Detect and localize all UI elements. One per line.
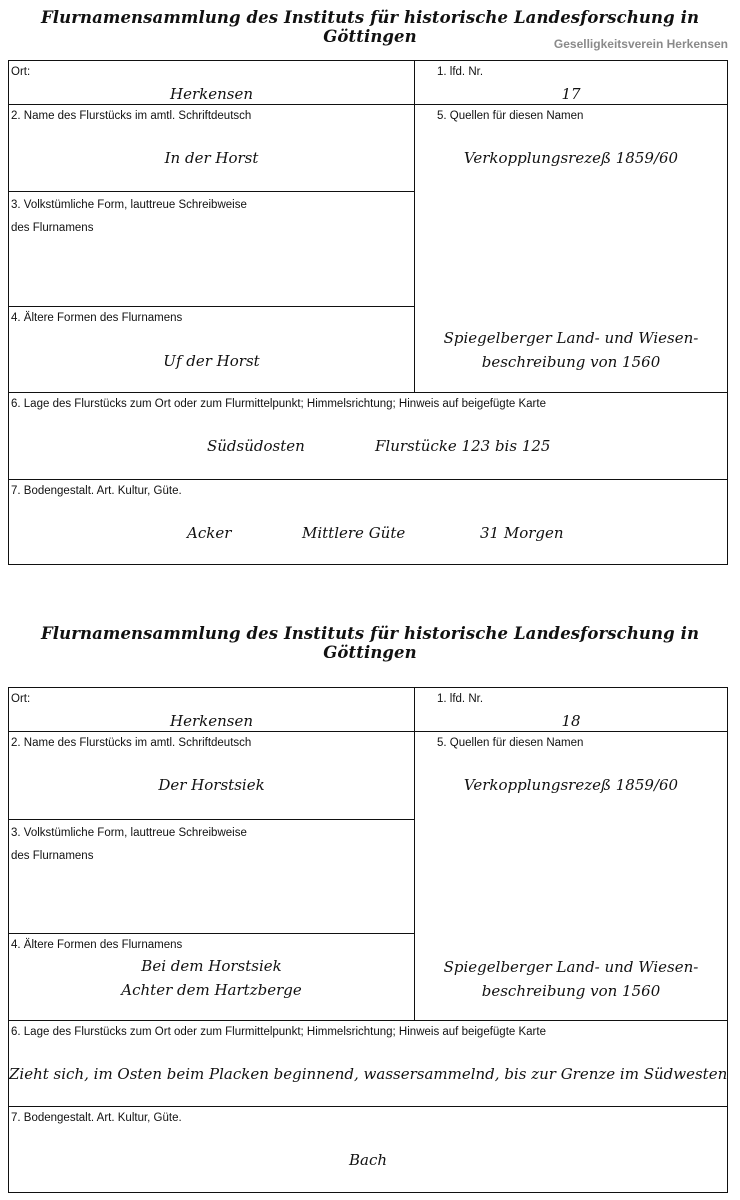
volks-label-line1: 3. Volkstümliche Form, lauttreue Schreibweise (11, 827, 247, 839)
lage-description: Zieht sich, im Osten beim Placken beginnend, wassersammelnd, bis zur Grenze im Südwesten (9, 1065, 728, 1083)
lage-parcels: Flurstücke 123 bis 125 (375, 437, 551, 455)
ort-cell (9, 688, 415, 732)
quellen-value-2: Spiegelberger Land- und Wiesen- (443, 958, 699, 976)
lfd-nr-value: 18 (561, 712, 581, 730)
quellen-value-2: Spiegelberger Land- und Wiesen- (443, 329, 699, 347)
lage-label: 6. Lage des Flurstücks zum Ort oder zum Flurmittelpunkt; Himmelsrichtung; Hinweis auf beigefügte Karte (11, 398, 546, 410)
quellen-value-1: Verkopplungsrezeß 1859/60 (463, 776, 679, 794)
field-name-card (8, 60, 728, 565)
volks-label-line1: 3. Volkstümliche Form, lauttreue Schreibweise (11, 199, 247, 211)
name-amtl-label: 2. Name des Flurstücks im amtl. Schriftdeutsch (11, 737, 252, 749)
lage-label: 6. Lage des Flurstücks zum Ort oder zum Flurmittelpunkt; Himmelsrichtung; Hinweis auf beigefügte Karte (11, 1026, 546, 1038)
lfd-nr-label: 1. lfd. Nr. (437, 66, 484, 78)
lage-cell (9, 1021, 727, 1107)
boden-groesse: 31 Morgen (480, 524, 564, 542)
aeltere-cell (9, 307, 415, 393)
form-title-2: Flurnamensammlung des Instituts für historische Landesforschung in Göttingen (40, 624, 700, 662)
lfd-nr-cell (415, 61, 727, 105)
boden-label: 7. Bodengestalt. Art. Kultur, Güte. (11, 1112, 182, 1124)
boden-cell (9, 1107, 727, 1192)
quellen-label: 5. Quellen für diesen Namen (437, 737, 584, 749)
ort-cell (9, 61, 415, 105)
name-amtl-value: Der Horstsiek (158, 776, 265, 794)
form-title: Flurnamensammlung des Instituts für historische Landesforschung in Göttingen (40, 8, 700, 46)
lfd-nr-value: 17 (561, 85, 581, 103)
lfd-nr-label: 1. lfd. Nr. (437, 693, 484, 705)
lage-cell (9, 393, 727, 480)
quellen-cell (415, 732, 727, 1021)
aeltere-label: 4. Ältere Formen des Flurnamens (11, 939, 183, 951)
ort-value: Herkensen (170, 712, 253, 730)
boden-guete: Mittlere Güte (302, 524, 406, 542)
organization-name: Geselligkeitsverein Herkensen (553, 37, 728, 51)
aeltere-value: Uf der Horst (163, 352, 260, 370)
volks-cell (9, 192, 415, 307)
volks-label-line2: des Flurnamens (11, 850, 94, 862)
ort-label: Ort: (11, 66, 31, 78)
ort-value: Herkensen (170, 85, 253, 103)
quellen-value-3: beschreibung von 1560 (481, 982, 661, 1000)
quellen-label: 5. Quellen für diesen Namen (437, 110, 584, 122)
name-amtl-cell (9, 105, 415, 192)
aeltere-value-2: Achter dem Hartzberge (121, 981, 302, 999)
aeltere-label: 4. Ältere Formen des Flurnamens (11, 312, 183, 324)
name-amtl-cell (9, 732, 415, 820)
ort-label: Ort: (11, 693, 31, 705)
lfd-nr-cell (415, 688, 727, 732)
volks-label-line2: des Flurnamens (11, 222, 94, 234)
aeltere-cell (9, 934, 415, 1021)
quellen-value-3: beschreibung von 1560 (481, 353, 661, 371)
name-amtl-value: In der Horst (164, 149, 259, 167)
quellen-value-1: Verkopplungsrezeß 1859/60 (463, 149, 679, 167)
boden-art: Acker (187, 524, 232, 542)
aeltere-value-1: Bei dem Horstsiek (141, 957, 282, 975)
boden-art: Bach (348, 1151, 388, 1169)
lage-direction: Südsüdosten (207, 437, 305, 455)
boden-label: 7. Bodengestalt. Art. Kultur, Güte. (11, 485, 182, 497)
boden-cell (9, 480, 727, 564)
field-name-card-2 (8, 687, 728, 1193)
quellen-cell (415, 105, 727, 393)
name-amtl-label: 2. Name des Flurstücks im amtl. Schriftdeutsch (11, 110, 252, 122)
volks-cell (9, 820, 415, 934)
